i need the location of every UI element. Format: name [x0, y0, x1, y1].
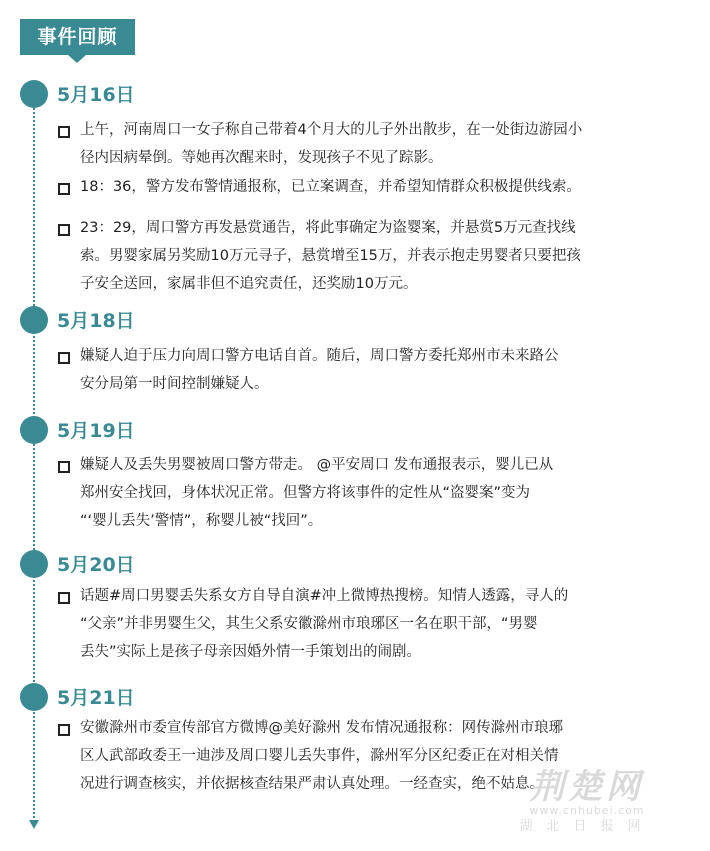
- timeline-entry: [80, 116, 670, 172]
- watermark-main: 荆楚网: [530, 767, 644, 807]
- date-label: 5月18日: [57, 310, 135, 332]
- bullet-icon: [58, 224, 70, 236]
- watermark-sub: 湖北日报网: [519, 819, 655, 834]
- timeline-dot: [20, 306, 48, 334]
- date-label: 5月21日: [57, 687, 135, 709]
- entry-line: 安分局第一时间控制嫌疑人。: [80, 376, 269, 392]
- timeline-dot: [20, 416, 48, 444]
- bullet-icon: [58, 592, 70, 604]
- date-label: 5月19日: [57, 420, 135, 442]
- bullet-icon: [58, 461, 70, 473]
- date-node-2: [20, 416, 50, 446]
- timeline-entry: [80, 342, 670, 398]
- date-node-1: [20, 306, 50, 336]
- entry-line: 23：29，周口警方再发悬赏通告，将此事确定为盗婴案，并悬赏5万元查找线: [80, 220, 576, 236]
- timeline-entry: [80, 582, 670, 666]
- entry-line: 丢失”实际上是孩子母亲因婚外情一手策划出的闹剧。: [80, 644, 422, 660]
- date-node-3: [20, 550, 50, 580]
- entry-line: 嫌疑人迫于压力向周口警方电话自首。随后，周口警方委托郑州市未来路公: [80, 348, 559, 364]
- bullet-icon: [58, 183, 70, 195]
- timeline-entry: [80, 173, 670, 201]
- entry-line: 子安全送回，家属非但不追究责任，还奖励10万元。: [80, 276, 418, 292]
- timeline-arrow-icon: [28, 818, 40, 830]
- timeline-dot: [20, 550, 48, 578]
- timeline-entry: [80, 451, 670, 535]
- entry-line: “父亲”并非男婴生父，其生父系安徽滁州市琅琊区一名在职干部，“男婴: [80, 616, 538, 632]
- date-label: 5月20日: [57, 554, 135, 576]
- entry-line: 郑州安全找回，身体状况正常。但警方将该事件的定性从“盗婴案”变为: [80, 485, 531, 501]
- date-node-0: [20, 80, 50, 110]
- bullet-icon: [58, 352, 70, 364]
- section-title-tag: [20, 19, 135, 63]
- entry-line: 况进行调查核实，并依据核查结果严肃认真处理。一经查实，绝不姑息。: [80, 776, 544, 792]
- watermark-logo: [502, 768, 672, 836]
- timeline-entry: [80, 214, 670, 298]
- entry-line: 安徽滁州市委宣传部官方微博@美好滁州 发布情况通报称：网传滁州市琅琊: [80, 720, 564, 736]
- date-label: 5月16日: [57, 84, 135, 106]
- bullet-icon: [58, 724, 70, 736]
- entry-line: 上午，河南周口一女子称自己带着4个月大的儿子外出散步，在一处街边游园小: [80, 122, 583, 138]
- page-title: 事件回顾: [37, 26, 118, 48]
- entry-line: 径内因病晕倒。等她再次醒来时，发现孩子不见了踪影。: [80, 150, 443, 166]
- entry-line: 区人武部政委王一迪涉及周口婴儿丢失事件，滁州军分区纪委正在对相关情: [80, 748, 559, 764]
- entry-line: 话题#周口男婴丢失系女方自导自演#冲上微博热搜榜。知情人透露，寻人的: [80, 588, 569, 604]
- bullet-icon: [58, 126, 70, 138]
- entry-line: “‘婴儿丢失’警情”，称婴儿被“找回”。: [80, 513, 323, 529]
- timeline-dot: [20, 80, 48, 108]
- entry-line: 索。男婴家属另奖励10万元寻子，悬赏增至15万，并表示抱走男婴者只要把孩: [80, 248, 581, 264]
- entry-line: 嫌疑人及丢失男婴被周口警方带走。 @平安周口 发布通报表示，婴儿已从: [80, 457, 554, 473]
- entry-line: 18：36，警方发布警情通报称，已立案调查，并希望知情群众积极提供线索。: [80, 179, 581, 195]
- timeline-dot: [20, 683, 48, 711]
- date-node-4: [20, 683, 50, 713]
- watermark-url: www.cnhubei.com: [529, 804, 645, 817]
